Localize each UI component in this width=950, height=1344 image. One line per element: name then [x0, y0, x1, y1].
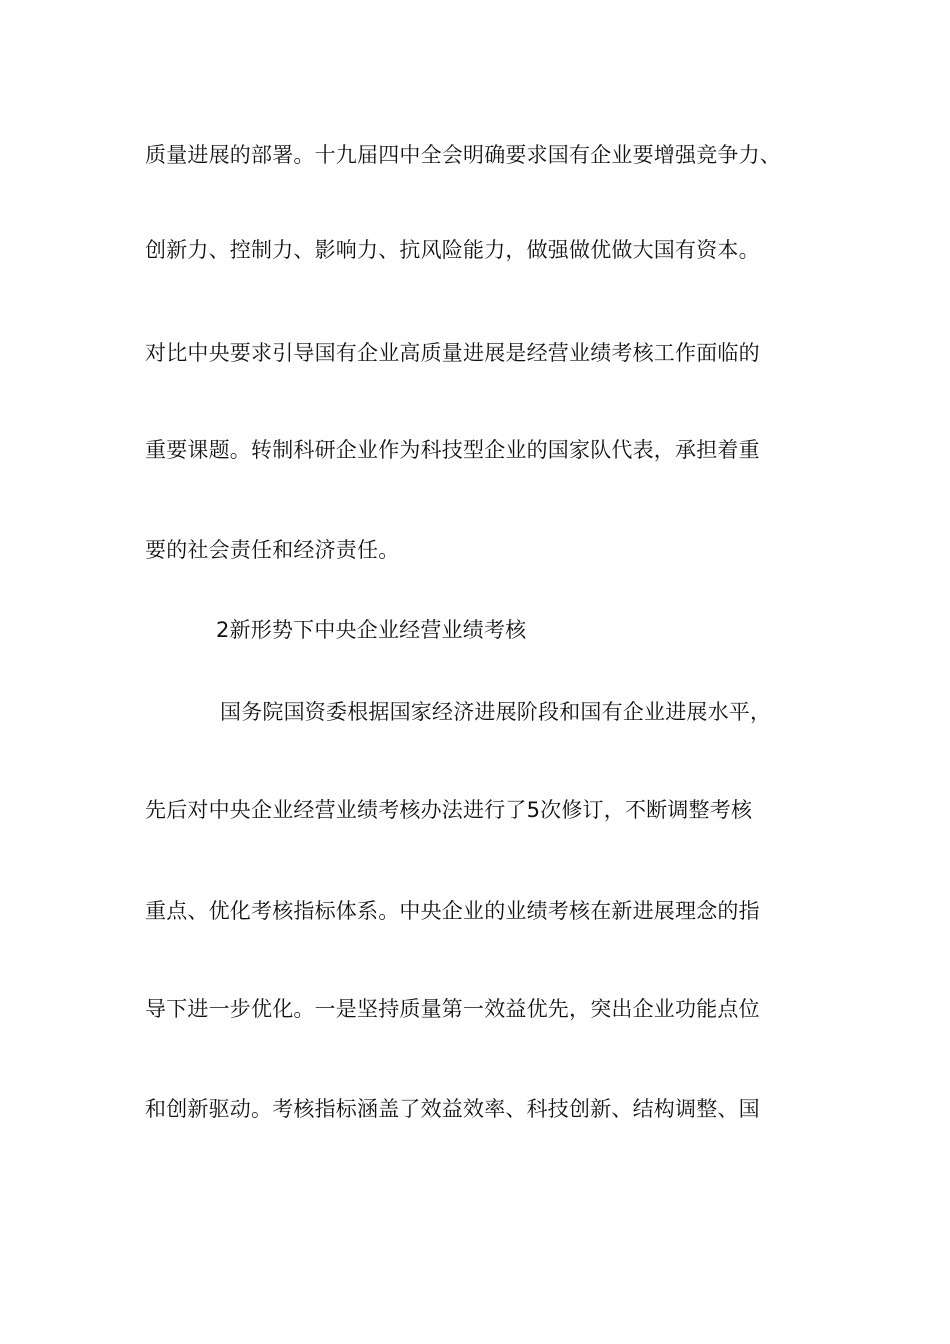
body-text-line: 重点、优化考核指标体系。中央企业的业绩考核在新进展理念的指: [145, 899, 760, 923]
body-text-line: 国务院国资委根据国家经济进展阶段和国有企业进展水平，: [220, 700, 772, 724]
body-text-line: 和创新驱动。考核指标涵盖了效益效率、科技创新、结构调整、国: [145, 1097, 760, 1121]
body-text-line: 质量进展的部署。十九届四中全会明确要求国有企业要增强竞争力、: [145, 143, 781, 167]
section-heading: 2新形势下中央企业经营业绩考核: [216, 618, 527, 642]
body-text-line: 导下进一步优化。一是坚持质量第一效益优先，突出企业功能点位: [145, 997, 760, 1021]
body-text-line: 重要课题。转制科研企业作为科技型企业的国家队代表，承担着重: [145, 438, 760, 462]
body-text-line: 要的社会责任和经济责任。: [145, 538, 400, 562]
body-text-line: 创新力、控制力、影响力、抗风险能力，做强做优做大国有资本。: [145, 238, 760, 262]
body-text-line: 对比中央要求引导国有企业高质量进展是经营业绩考核工作面临的: [145, 341, 760, 365]
body-text-line: 先后对中央企业经营业绩考核办法进行了5次修订，不断调整考核: [145, 798, 753, 822]
